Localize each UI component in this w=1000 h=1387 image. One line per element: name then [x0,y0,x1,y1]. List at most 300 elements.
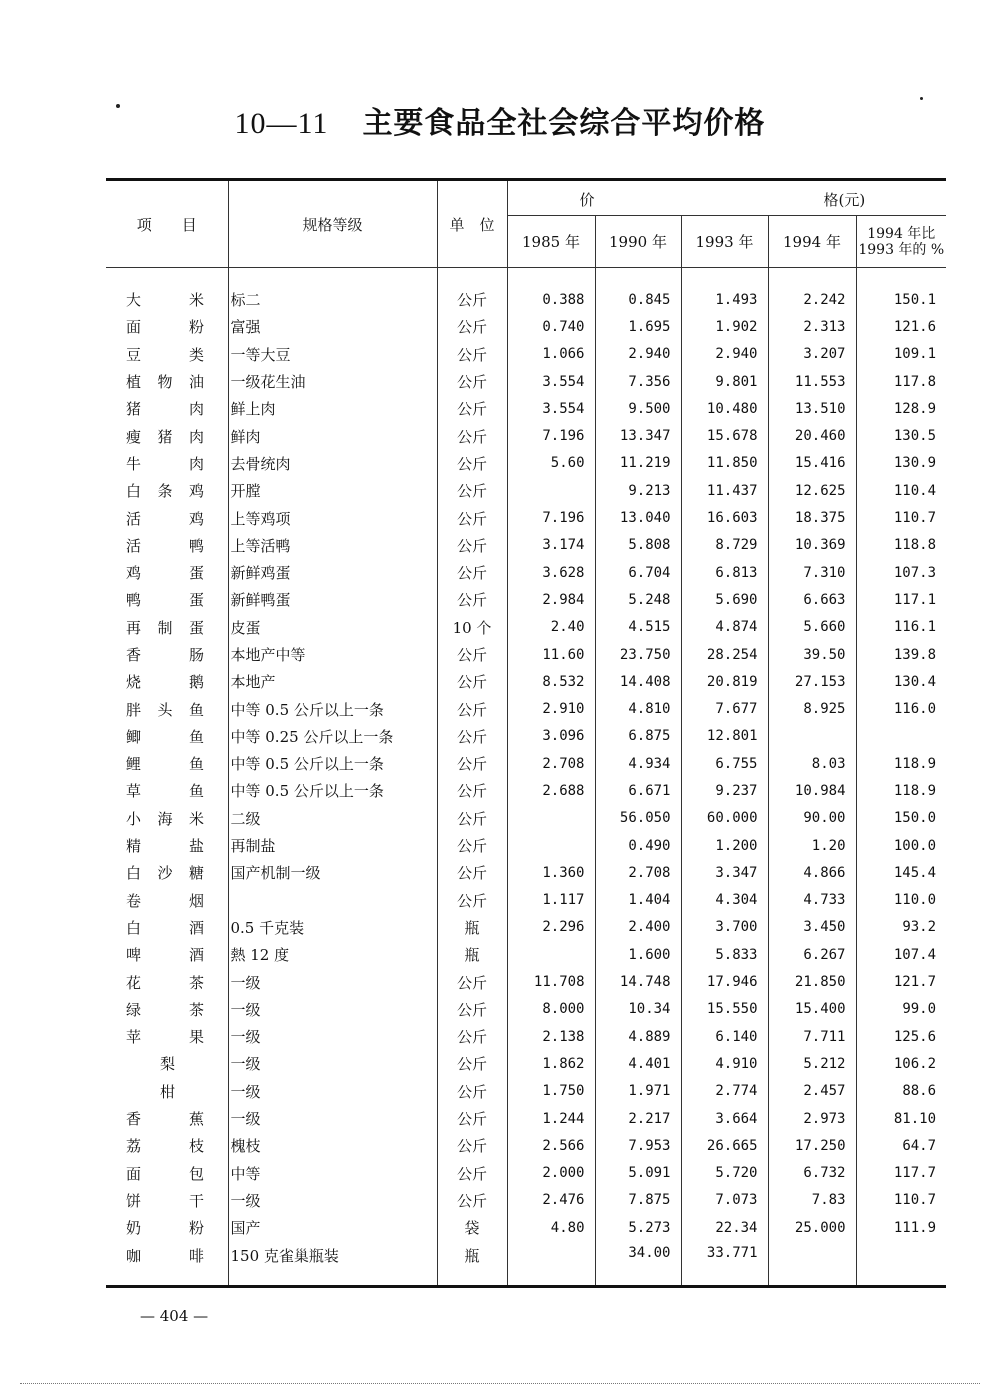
row-1994: 2.973 [768,1105,856,1132]
item-char: 鸭 [126,591,142,610]
item-char: 白 [126,918,142,937]
row-spec: 一级 [228,1050,437,1077]
row-ratio: 110.0 [856,887,946,914]
row-1994: 3.450 [768,914,856,941]
row-unit: 公斤 [437,1023,507,1050]
table-row [106,914,946,941]
row-item [106,1105,228,1132]
header-year-1993: 1993 年 [681,216,768,268]
item-char: 活 [126,536,142,555]
row-1993: 6.755 [681,750,768,777]
table-row [106,286,946,313]
row-unit: 公斤 [437,805,507,832]
table-row [106,504,946,531]
table-row [106,1023,946,1050]
row-1994: 10.369 [768,532,856,559]
row-item [106,1050,228,1077]
table-row [106,832,946,859]
row-ratio: 88.6 [856,1078,946,1105]
row-1994: 17.250 [768,1132,856,1159]
item-char: 类 [188,345,204,364]
row-unit: 10 个 [437,614,507,641]
row-item [106,368,228,395]
row-1994: 6.732 [768,1160,856,1187]
row-1994: 21.850 [768,968,856,995]
item-char: 小 [126,809,142,828]
table-row [106,422,946,449]
item-char: 面 [126,318,142,337]
row-ratio: 118.9 [856,750,946,777]
row-1985: 3.174 [507,532,595,559]
row-unit: 公斤 [437,368,507,395]
row-1994: 2.457 [768,1078,856,1105]
row-spec [228,887,437,914]
row-item [106,777,228,804]
row-unit: 公斤 [437,586,507,613]
item-char: 鱼 [188,700,204,719]
item-char: 鲫 [126,727,142,746]
item-char: 绿 [126,1000,142,1019]
row-1985: 2.566 [507,1132,595,1159]
row-1985: 0.388 [507,286,595,313]
row-1985: 2.708 [507,750,595,777]
item-char: 蕉 [188,1110,204,1129]
row-1994: 6.663 [768,586,856,613]
item-char: 活 [126,509,142,528]
row-unit: 公斤 [437,395,507,422]
table-row [106,695,946,722]
row-item [106,532,228,559]
row-1985 [507,477,595,504]
row-spec: 熱 12 度 [228,941,437,968]
row-1990: 23.750 [595,641,681,668]
item-char: 啤 [126,946,142,965]
row-spec: 一级 [228,1078,437,1105]
row-spec: 中等 0.5 公斤以上一条 [228,750,437,777]
row-ratio: 116.1 [856,614,946,641]
table-row [106,341,946,368]
table-row [106,313,946,340]
row-1990: 6.875 [595,723,681,750]
item-char: 肉 [188,427,204,446]
row-spec: 开膛 [228,477,437,504]
row-1990: 4.401 [595,1050,681,1077]
row-1994: 27.153 [768,668,856,695]
table-row [106,559,946,586]
header-price-left: 价 [579,191,595,209]
row-spec: 新鲜鸭蛋 [228,586,437,613]
row-spec: 富强 [228,313,437,340]
row-1990: 7.875 [595,1187,681,1214]
item-char: 鸭 [188,536,204,555]
row-1985: 7.196 [507,504,595,531]
row-1994: 12.625 [768,477,856,504]
row-1994: 7.83 [768,1187,856,1214]
item-char: 白 [126,864,142,883]
row-1985 [507,805,595,832]
row-item [106,286,228,313]
table-row [106,1132,946,1159]
row-1993: 1.493 [681,286,768,313]
row-1993: 17.946 [681,968,768,995]
row-item [106,1160,228,1187]
table-number: 10—11 [234,107,329,140]
row-ratio: 118.9 [856,777,946,804]
item-char: 胖 [126,700,142,719]
row-1994: 6.267 [768,941,856,968]
item-char: 花 [126,973,142,992]
item-char: 糖 [188,864,204,883]
row-1985: 3.096 [507,723,595,750]
header-unit: 单 位 [437,180,507,268]
row-1993: 26.665 [681,1132,768,1159]
row-1994: 11.553 [768,368,856,395]
item-char: 豆 [126,345,142,364]
row-spec: 一级 [228,1187,437,1214]
row-ratio: 106.2 [856,1050,946,1077]
item-char: 茶 [188,973,204,992]
row-unit: 公斤 [437,1132,507,1159]
row-unit: 公斤 [437,1050,507,1077]
price-table [106,178,946,1288]
row-spec: 中等 0.5 公斤以上一条 [228,695,437,722]
row-item [106,477,228,504]
table-row [106,1078,946,1105]
row-1993: 20.819 [681,668,768,695]
row-1993: 4.304 [681,887,768,914]
row-1993: 16.603 [681,504,768,531]
item-char: 包 [188,1164,204,1183]
row-1990: 14.408 [595,668,681,695]
item-char: 酒 [188,918,204,937]
row-1994: 25.000 [768,1214,856,1241]
table-row [106,723,946,750]
row-1990: 5.248 [595,586,681,613]
row-item [106,805,228,832]
row-1985: 11.60 [507,641,595,668]
row-1990: 11.219 [595,450,681,477]
row-1994: 15.400 [768,996,856,1023]
row-1990: 14.748 [595,968,681,995]
row-1994: 7.711 [768,1023,856,1050]
row-1993: 7.073 [681,1187,768,1214]
item-char: 物 [157,373,173,392]
item-char: 柑 [160,1082,176,1101]
row-spec: 一级 [228,996,437,1023]
row-1985: 5.60 [507,450,595,477]
row-unit: 公斤 [437,750,507,777]
item-char: 肉 [188,454,204,473]
item-char: 果 [188,1028,204,1047]
row-item [106,341,228,368]
header-year-1990: 1990 年 [595,216,681,268]
row-ratio: 117.8 [856,368,946,395]
item-char: 制 [157,618,173,637]
item-char: 鱼 [188,755,204,774]
item-char: 鱼 [188,782,204,801]
row-ratio: 128.9 [856,395,946,422]
item-char: 梨 [160,1055,176,1074]
row-1993: 8.729 [681,532,768,559]
row-unit: 公斤 [437,668,507,695]
row-1985 [507,941,595,968]
table-row [106,750,946,777]
row-spec: 鲜肉 [228,422,437,449]
row-1985: 0.740 [507,313,595,340]
row-ratio: 110.7 [856,504,946,531]
row-unit: 公斤 [437,286,507,313]
row-1993: 2.940 [681,341,768,368]
header-year-1985: 1985 年 [507,216,595,268]
row-spec: 上等活鸭 [228,532,437,559]
row-item [106,887,228,914]
row-1993: 11.437 [681,477,768,504]
row-1985: 2.476 [507,1187,595,1214]
row-spec: 国产机制一级 [228,859,437,886]
row-1990: 5.273 [595,1214,681,1241]
item-char: 蛋 [188,564,204,583]
row-ratio: 100.0 [856,832,946,859]
row-unit: 公斤 [437,559,507,586]
row-item [106,996,228,1023]
row-1985: 2.688 [507,777,595,804]
header-spec: 规格等级 [228,180,437,268]
row-1994: 15.416 [768,450,856,477]
row-1990: 4.934 [595,750,681,777]
table-body [106,268,946,1287]
row-1990: 2.940 [595,341,681,368]
row-ratio: 99.0 [856,996,946,1023]
row-1985: 2.40 [507,614,595,641]
row-unit: 公斤 [437,723,507,750]
row-unit: 公斤 [437,504,507,531]
row-spec: 一级 [228,968,437,995]
table-row [106,777,946,804]
item-char: 肠 [188,646,204,664]
item-char: 米 [188,291,204,310]
row-1993: 1.902 [681,313,768,340]
item-char: 米 [188,809,204,828]
row-1993: 9.801 [681,368,768,395]
row-1985: 1.750 [507,1078,595,1105]
row-spec: 再制盐 [228,832,437,859]
table-row [106,941,946,968]
row-spec: 上等鸡项 [228,504,437,531]
row-unit: 公斤 [437,477,507,504]
row-1993: 4.910 [681,1050,768,1077]
row-ratio [856,723,946,750]
item-char: 奶 [126,1219,142,1238]
row-spec: 国产 [228,1214,437,1241]
item-char: 香 [126,1110,142,1129]
item-char: 瘦 [126,427,142,446]
table-row [106,668,946,695]
row-1985: 1.117 [507,887,595,914]
row-1985: 1.360 [507,859,595,886]
row-1990: 9.500 [595,395,681,422]
row-unit: 公斤 [437,1078,507,1105]
row-item [106,422,228,449]
row-1993: 15.550 [681,996,768,1023]
row-item [106,1023,228,1050]
row-spec: 一级花生油 [228,368,437,395]
row-1994: 39.50 [768,641,856,668]
row-ratio: 116.0 [856,695,946,722]
row-spec: 本地产中等 [228,641,437,668]
row-item [106,395,228,422]
item-char: 鲤 [126,755,142,774]
row-ratio: 118.8 [856,532,946,559]
row-item [106,859,228,886]
row-1985: 3.554 [507,395,595,422]
row-item [106,504,228,531]
row-ratio: 130.4 [856,668,946,695]
row-1990: 1.404 [595,887,681,914]
item-char: 蛋 [188,618,204,637]
row-item [106,750,228,777]
item-char: 香 [126,646,142,664]
row-unit: 公斤 [437,1187,507,1214]
row-1994: 20.460 [768,422,856,449]
row-ratio: 110.4 [856,477,946,504]
row-1993: 9.237 [681,777,768,804]
row-1990: 2.400 [595,914,681,941]
table-row [106,368,946,395]
row-1993: 6.813 [681,559,768,586]
row-item [106,1187,228,1214]
row-unit: 公斤 [437,313,507,340]
row-1985: 8.532 [507,668,595,695]
page-title [0,98,1000,142]
row-1994: 10.984 [768,777,856,804]
row-1990: 5.091 [595,1160,681,1187]
item-char: 枝 [188,1137,204,1156]
row-1990: 4.889 [595,1023,681,1050]
row-1993: 33.771 [681,1241,768,1287]
row-item [106,695,228,722]
row-1990: 34.00 [595,1241,681,1287]
row-ratio: 110.7 [856,1187,946,1214]
row-1990: 2.217 [595,1105,681,1132]
table-row [106,450,946,477]
row-1990: 2.708 [595,859,681,886]
row-1985: 7.196 [507,422,595,449]
row-1985: 1.244 [507,1105,595,1132]
header-ratio: 1994 年比 1993 年的 % [856,216,946,268]
row-1993: 10.480 [681,395,768,422]
row-1990: 5.808 [595,532,681,559]
row-1993: 2.774 [681,1078,768,1105]
row-1985: 11.708 [507,968,595,995]
header-year-1994: 1994 年 [768,216,856,268]
table-row [106,395,946,422]
row-ratio: 117.1 [856,586,946,613]
row-1985: 2.984 [507,586,595,613]
item-char: 肉 [188,400,204,419]
row-item [106,1132,228,1159]
row-unit: 袋 [437,1214,507,1241]
item-char: 茶 [188,1000,204,1019]
item-char: 鸡 [188,482,204,501]
item-char: 油 [188,373,204,392]
table-row [106,614,946,641]
row-1993: 7.677 [681,695,768,722]
page-number: — 404 — [140,1307,209,1325]
row-item [106,668,228,695]
row-ratio: 150.1 [856,286,946,313]
row-ratio: 130.9 [856,450,946,477]
row-1993: 5.833 [681,941,768,968]
row-ratio: 107.3 [856,559,946,586]
item-char: 植 [126,373,142,392]
row-unit: 公斤 [437,996,507,1023]
row-1993: 4.874 [681,614,768,641]
row-item [106,1078,228,1105]
row-1994: 7.310 [768,559,856,586]
row-item [106,614,228,641]
row-ratio: 145.4 [856,859,946,886]
row-unit: 公斤 [437,832,507,859]
row-1993: 12.801 [681,723,768,750]
table-row [106,1160,946,1187]
row-unit: 瓶 [437,914,507,941]
row-spec: 槐枝 [228,1132,437,1159]
row-1994 [768,1241,856,1287]
row-1994: 2.313 [768,313,856,340]
row-1994: 8.925 [768,695,856,722]
row-spec: 本地产 [228,668,437,695]
row-item [106,641,228,668]
row-ratio: 125.6 [856,1023,946,1050]
row-unit: 公斤 [437,968,507,995]
row-1990: 6.704 [595,559,681,586]
item-char: 卷 [126,891,142,910]
item-char: 猪 [126,400,142,419]
item-char: 饼 [126,1191,142,1210]
row-spec: 中等 [228,1160,437,1187]
item-char: 大 [126,291,142,310]
row-1985: 8.000 [507,996,595,1023]
row-spec: 一等大豆 [228,341,437,368]
row-1990: 6.671 [595,777,681,804]
row-1994: 4.733 [768,887,856,914]
header-item: 项 目 [106,180,228,268]
item-char: 鸡 [126,564,142,583]
item-char: 海 [157,809,173,828]
row-1993: 60.000 [681,805,768,832]
item-char: 烟 [188,891,204,910]
row-spec: 一级 [228,1105,437,1132]
row-item [106,1241,228,1287]
row-1985: 2.000 [507,1160,595,1187]
row-1990: 1.695 [595,313,681,340]
table-title: 主要食品全社会综合平均价格 [362,106,766,141]
row-ratio: 117.7 [856,1160,946,1187]
row-unit: 公斤 [437,695,507,722]
table-row [106,586,946,613]
row-1993: 11.850 [681,450,768,477]
item-char: 盐 [188,837,204,856]
row-item [106,968,228,995]
row-ratio: 121.7 [856,968,946,995]
item-char: 鹅 [188,673,204,692]
row-1993: 5.720 [681,1160,768,1187]
row-item [106,586,228,613]
item-char: 烧 [126,673,142,692]
table-row [106,996,946,1023]
row-1990: 0.845 [595,286,681,313]
row-ratio: 111.9 [856,1214,946,1241]
